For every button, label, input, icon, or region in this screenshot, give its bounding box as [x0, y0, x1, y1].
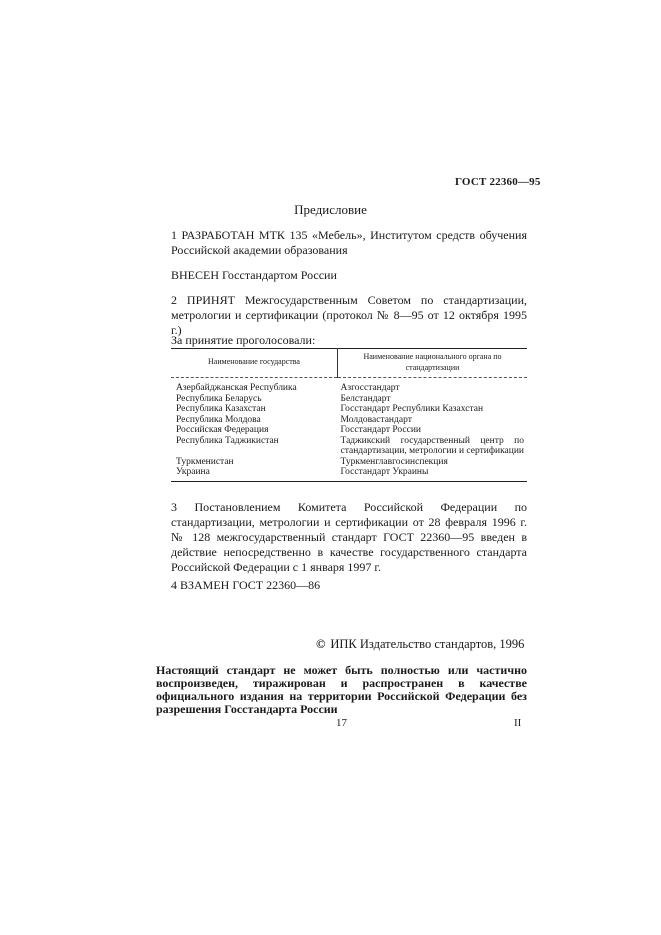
page-number: 17: [336, 717, 347, 729]
paragraph-adopted-by: 2 ПРИНЯТ Межгосударственным Советом по стандартизации, метрологии и сертификации (протокол № 8—95 от 12 октября 1995 г.): [171, 293, 527, 337]
table-cell-state: Республика Молдова: [176, 414, 261, 425]
table-cell-body: Азгосстандарт: [340, 383, 400, 393]
table-cell-state: Республика Таджикистан: [176, 435, 279, 446]
table-header-row: [171, 349, 527, 378]
table-cell-body: Госстандарт Республики Казахстан: [340, 404, 484, 414]
copyright-line: [316, 637, 524, 652]
table-row: [171, 378, 527, 394]
table-row: [171, 467, 527, 481]
table-cell-body: Туркменглавгосинспекция: [340, 456, 448, 467]
table-cell-state: Республика Казахстан: [176, 404, 266, 414]
table-row: [171, 404, 527, 415]
vote-label: За принятие проголосовали:: [171, 333, 316, 347]
copyright-text: ИПК Издательство стандартов, 1996: [330, 637, 525, 651]
table-cell-state: Российская Федерация: [176, 425, 269, 435]
paragraph-resolution: 3 Постановлением Комитета Российской Федерации по стандартизации, метрологии и сертификации от 28 февраля 1996 г. № 128 межгосударственный стандарт ГОСТ 22360—95 введен в действие непосредственно в качестве государственного стандарта Российской Федерации с 1 января 1997 г.: [171, 500, 527, 574]
table-cell-body: Таджикский государственный центр по стандартизации, метрологии и сертификации: [340, 435, 525, 456]
paragraph-introduced-by: ВНЕСЕН Госстандартом России: [171, 268, 337, 282]
table-header-standards-body: Наименование национального органа по стандартизации: [338, 349, 528, 378]
table-header-state: Наименование государства: [171, 349, 338, 378]
table-row: [171, 425, 527, 436]
table-cell-body: Госстандарт Украины: [338, 467, 528, 481]
table-cell-body: Белстандарт: [340, 393, 391, 404]
table-cell-state: Азербайджанская Республика: [176, 383, 297, 393]
table-row: [171, 436, 527, 457]
table-cell-state: Республика Беларусь: [176, 393, 262, 404]
page-title: Предисловие: [294, 202, 367, 217]
table-cell-body: Молдовастандарт: [340, 414, 412, 425]
table-cell-state: Украина: [171, 467, 338, 481]
document-code: ГОСТ 22360—95: [455, 176, 541, 188]
paragraph-replaces: 4 ВЗАМЕН ГОСТ 22360—86: [171, 578, 321, 592]
reproduction-notice: Настоящий стандарт не может быть полностью или частично воспроизведен, тиражирован и распространен в качестве официального издания на территории Российской Федерации без разрешения Госстандарта России: [156, 663, 527, 716]
table-row: [171, 394, 527, 405]
states-table: [171, 348, 527, 482]
table-row: [171, 457, 527, 468]
copyright-icon: ©: [316, 637, 326, 651]
table-row: [171, 415, 527, 426]
table-cell-body: Госстандарт России: [340, 425, 421, 435]
page-roman-numeral: II: [514, 717, 522, 729]
table-cell-state: Туркменистан: [176, 456, 234, 467]
paragraph-developed-by: 1 РАЗРАБОТАН МТК 135 «Мебель», Институтом средств обучения Российской академии образования: [171, 228, 527, 257]
